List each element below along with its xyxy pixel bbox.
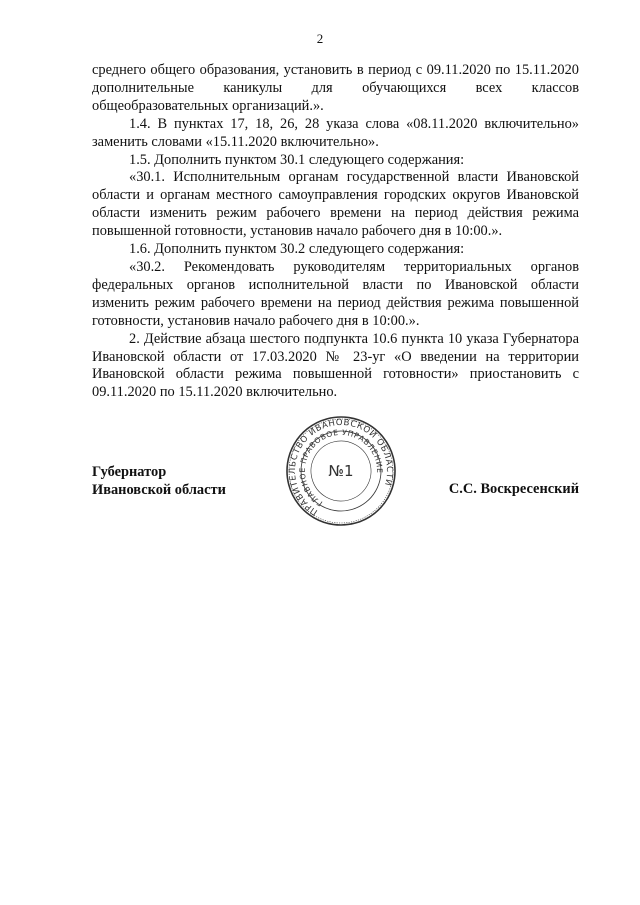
- paragraph-point-30-1: «30.1. Исполнительным органам государственной власти Ивановской области и органам местного самоуправления городских округов Ивановской области изменить режим рабочего времени на период действия режима повышенной готовности, установив начало рабочего дня в 10:00.».: [92, 169, 579, 240]
- paragraph-item-1-6: 1.6. Дополнить пунктом 30.2 следующего содержания:: [129, 241, 465, 258]
- seal-inner-text: ГЛАВНОЕ ПРАВОВОЕ УПРАВЛЕНИЕ: [297, 427, 385, 509]
- official-seal-stamp: [285, 415, 397, 527]
- paragraph-continuation: среднего общего образования, установить в период с 09.11.2020 по 15.11.2020 дополнительные каникулы для обучающихся всех классов общеобразовательных организаций.».: [92, 62, 579, 114]
- paragraph-item-1-5: 1.5. Дополнить пунктом 30.1 следующего содержания:: [129, 151, 465, 168]
- signatory-title-line-1: Губернатор: [92, 464, 167, 480]
- paragraph-point-30-2: «30.2. Рекомендовать руководителям территориальных органов федеральных органов исполнительной власти по Ивановской области изменить режим рабочего времени на период действия режима повышенной готовности, установив начало рабочего дня в 10:00.».: [92, 258, 579, 329]
- seal-outer-text: ПРАВИТЕЛЬСТВО ИВАНОВСКОЙ ОБЛАСТИ: [287, 417, 395, 517]
- signatory-title: [92, 464, 226, 499]
- signatory-title-line-2: Ивановской области: [92, 481, 226, 498]
- paragraph-item-1-4: 1.4. В пунктах 17, 18, 26, 28 указа слова «08.11.2020 включительно» заменить словами «15.11.2020 включительно».: [92, 115, 579, 150]
- signatory-name: С.С. Воскресенский: [448, 481, 579, 497]
- page-number: 2: [316, 31, 324, 46]
- document-body: [92, 62, 579, 402]
- paragraph-item-2: 2. Действие абзаца шестого подпункта 10.6 пункта 10 указа Губернатора Ивановской области от 17.03.2020 № 23-уг «О введении на территории Ивановской области режима повышенной готовности» приостановить с 09.11.2020 по 15.11.2020 включительно.: [92, 330, 579, 401]
- seal-graphic: [285, 415, 397, 527]
- seal-number: №1: [328, 462, 354, 480]
- signature-block: [92, 417, 579, 586]
